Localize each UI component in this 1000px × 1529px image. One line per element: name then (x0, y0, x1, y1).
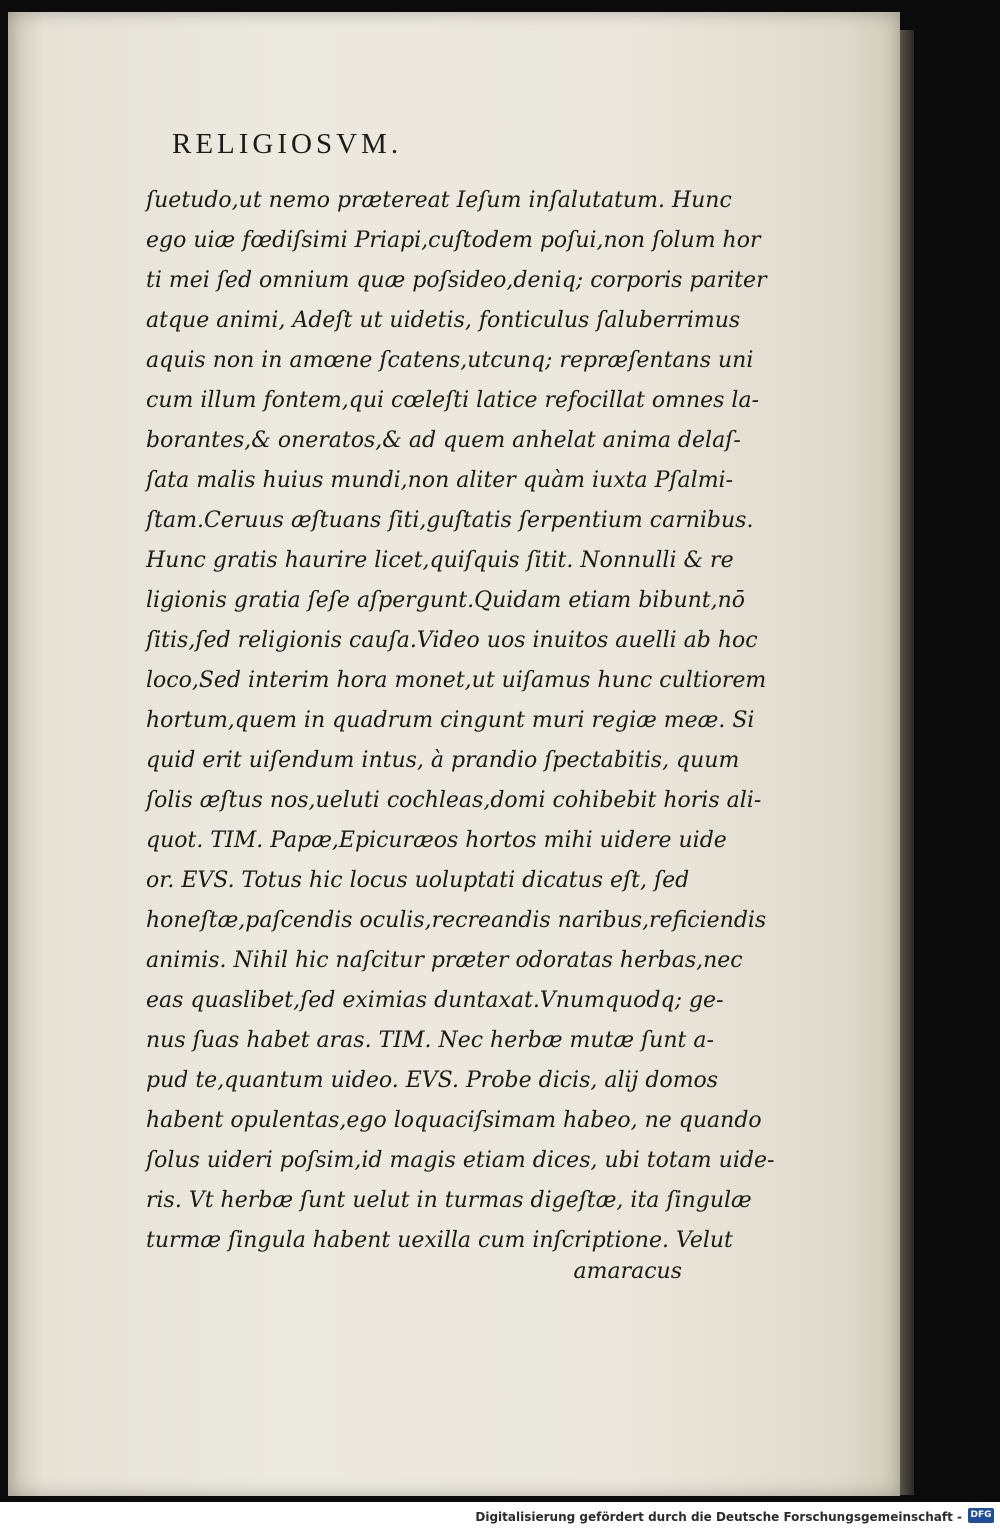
text-line: eas quaslibet,ſed eximias duntaxat.Vnumquodq; ge- (146, 988, 724, 1013)
text-line: atque animi, Adeſt ut uidetis, fonticulus ſaluberrimus (146, 308, 741, 333)
text-line: hortum,quem in quadrum cingunt muri regiæ meæ. Si (146, 708, 755, 733)
text-line: honeſtæ,paſcendis oculis,recreandis naribus,reficiendis (146, 908, 767, 933)
body-text (146, 181, 775, 1261)
page-edge (900, 30, 914, 1495)
text-line: turmæ ſingula habent uexilla cum inſcriptione. Velut (146, 1228, 733, 1253)
funding-credit: Digitalisierung gefördert durch die Deutsche Forschungsgemeinschaft - (475, 1510, 962, 1524)
text-line: borantes,& oneratos,& ad quem anhelat anima delaſ- (146, 428, 741, 453)
text-line: quot. TIM. Papæ,Epicuræos hortos mihi uidere uide (146, 828, 727, 853)
text-line: ſtam.Ceruus æſtuans ſiti,guſtatis ſerpentium carnibus. (146, 508, 754, 533)
text-line: ego uiæ fœdiſsimi Priapi,cuſtodem poſui,non ſolum hor (146, 228, 761, 253)
text-line: ſolis æſtus nos,ueluti cochleas,domi cohibebit horis ali- (146, 788, 762, 813)
text-line: ti mei ſed omnium quæ poſsideo,deniq; corporis pariter (146, 268, 767, 293)
catchword: amaracus (573, 1259, 682, 1284)
text-line: ligionis gratia ſeſe aſpergunt.Quidam etiam bibunt,nō (146, 588, 746, 613)
text-line: habent opulentas,ego loquaciſsimam habeo, ne quando (146, 1108, 762, 1133)
text-line: animis. Nihil hic naſcitur præter odoratas herbas,nec (146, 948, 743, 973)
text-line: ſolus uideri poſsim,id magis etiam dices, ubi totam uide- (146, 1148, 775, 1173)
text-line: quid erit uiſendum intus, à prandio ſpectabitis, quum (146, 748, 740, 773)
text-line: ris. Vt herbæ ſunt uelut in turmas digeſtæ, ita ſingulæ (146, 1188, 752, 1213)
text-line: pud te,quantum uideo. EVS. Probe dicis, alij domos (146, 1068, 719, 1093)
text-line: ſitis,ſed religionis cauſa.Video uos inuitos auelli ab hoc (146, 628, 758, 653)
text-line: loco,Sed interim hora monet,ut uiſamus hunc cultiorem (146, 668, 767, 693)
text-line: aquis non in amœne ſcatens,utcunq; repræſentans uni (146, 348, 754, 373)
dfg-logo: DFG (968, 1508, 994, 1523)
text-line: or. EVS. Totus hic locus uoluptati dicatus eſt, ſed (146, 868, 690, 893)
running-head: RELIGIOSVM. (172, 128, 403, 160)
text-line: ſuetudo,ut nemo prætereat Ieſum inſalutatum. Hunc (146, 188, 732, 213)
text-line: cum illum fontem,qui cœleſti latice refocillat omnes la- (146, 388, 760, 413)
text-line: Hunc gratis haurire licet,quiſquis ſitit. Nonnulli & re (146, 548, 734, 573)
text-line: nus ſuas habet aras. TIM. Nec herbæ mutæ ſunt a- (146, 1028, 714, 1053)
text-line: ſata malis huius mundi,non aliter quàm iuxta Pſalmi- (146, 468, 734, 493)
footer-bar (0, 1502, 1000, 1529)
